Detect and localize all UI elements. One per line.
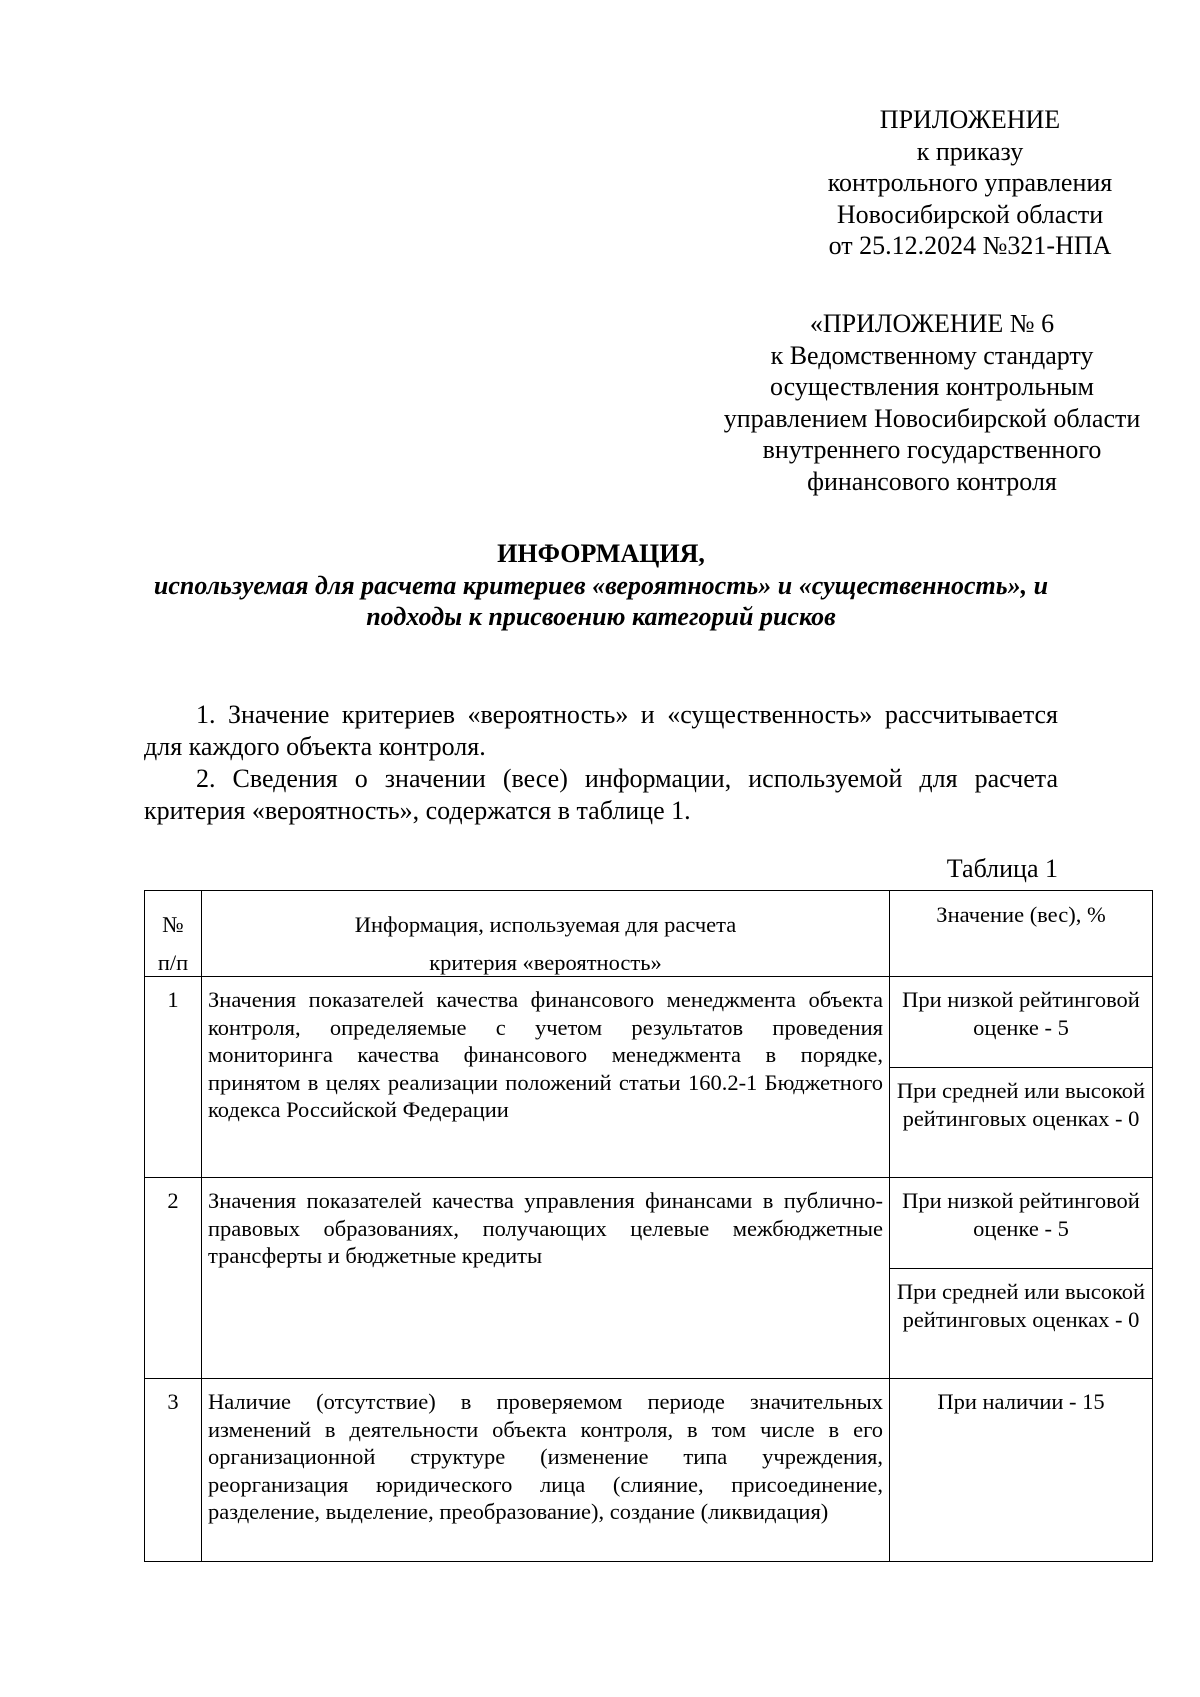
table-row [145,1379,1153,1562]
appendix-standard-line: управлением Новосибирской области [723,403,1141,433]
row-info-cell [202,1379,890,1562]
header-num-line: п/п [157,949,189,975]
header-info-line: критерия «вероятность» [429,949,662,975]
row-info: Значения показателей качества финансового менеджмента объекта контроля, определяемые с учетом результатов проведения мониторинга качества финансового менеджмента в порядке, принятом в целях реализации положений статьи 160.2-1 Бюджетного кодекса Российской Федерации [208,987,883,1122]
row-num-cell [145,1178,202,1379]
row-num: 2 [167,1188,179,1213]
appendix-standard-line: финансового контроля [807,466,1057,496]
row-value-cell [890,977,1153,1068]
row-value-cell [890,1068,1153,1178]
appendix-standard-line: «ПРИЛОЖЕНИЕ № 6 [809,309,1055,338]
document-title [144,538,1058,633]
header-num-line: № [162,912,184,937]
row-info-cell [202,1178,890,1379]
appendix-order-block [740,104,1200,262]
header-value-text: Значение (вес), % [936,902,1106,927]
header-value [890,891,1153,977]
appendix-standard-line: внутреннего государственного [762,435,1102,464]
row-value-cell [890,1178,1153,1269]
row-value: При средней или высокой рейтинговых оценках - 0 [896,1279,1146,1332]
header-info-line: Информация, используемая для расчета [354,912,737,937]
row-value: При низкой рейтинговой оценке - 5 [902,987,1140,1040]
appendix-standard-block [664,308,1200,497]
row-num-cell [145,1379,202,1562]
table-row [145,977,1153,1068]
row-info: Значения показателей качества управления финансами в публично-правовых образованиях, получающих целевые межбюджетные трансферты и бюджетные кредиты [208,1188,883,1268]
table-row [145,1178,1153,1269]
title-sub-line: используемая для расчета критериев «вероятность» и «существенность», и [153,570,1049,600]
row-value-cell [890,1269,1153,1379]
row-value: При средней или высокой рейтинговых оценках - 0 [896,1078,1146,1131]
table-header-row [145,891,1153,977]
paragraph-1: 1. Значение критериев «вероятность» и «существенность» рассчитывается для каждого объекта контроля. [144,700,1058,761]
appendix-standard-line: к Ведомственному стандарту [770,340,1094,370]
row-value: При низкой рейтинговой оценке - 5 [902,1188,1140,1241]
title-main: ИНФОРМАЦИЯ, [497,539,705,568]
table-caption: Таблица 1 [946,854,1058,883]
row-info-cell [202,977,890,1178]
row-info: Наличие (отсутствие) в проверяемом периоде значительных изменений в деятельности объекта контроля, в том числе в его организационной структуре (изменение типа учреждения, реорганизация юридического лица (слияние, присоединение, разделение, выделение, преобразование), создание (ликвидация) [208,1389,883,1524]
row-num: 3 [167,1389,179,1414]
header-num [145,891,202,977]
appendix-order-line: контрольного управления [827,168,1113,197]
appendix-order-line: от 25.12.2024 №321-НПА [828,231,1112,260]
row-num: 1 [167,987,179,1012]
appendix-order-line: ПРИЛОЖЕНИЕ [879,105,1061,134]
row-num-cell [145,977,202,1178]
header-info [202,891,890,977]
row-value-cell [890,1379,1153,1562]
appendix-order-line: Новосибирской области [836,199,1104,229]
criteria-table [144,890,1153,1562]
appendix-standard-line: осуществления контрольным [770,372,1094,401]
title-sub-line: подходы к присвоению категорий рисков [366,602,836,631]
appendix-order-line: к приказу [916,136,1024,166]
paragraph-2: 2. Сведения о значении (весе) информации, используемой для расчета критерия «вероятность», содержатся в таблице 1. [144,764,1058,825]
row-value: При наличии - 15 [937,1389,1105,1414]
